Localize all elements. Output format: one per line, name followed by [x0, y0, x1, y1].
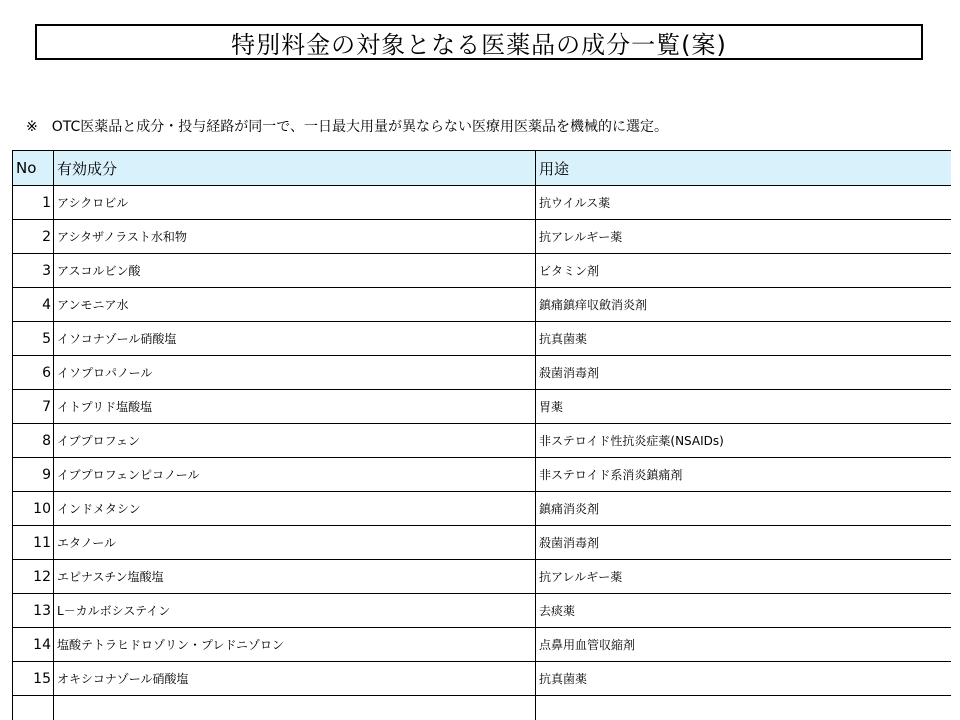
row-no: 5: [13, 322, 54, 356]
ingredient-table: [12, 150, 951, 720]
row-no: 14: [13, 628, 54, 662]
table-row: [13, 458, 952, 492]
table-body: [13, 186, 952, 720]
page-title: 特別料金の対象となる医薬品の成分一覧(案): [231, 30, 727, 59]
row-no: 15: [13, 662, 54, 696]
row-ingredient: アンモニア水: [54, 288, 536, 322]
row-use: 胃薬: [536, 390, 952, 424]
row-no: 12: [13, 560, 54, 594]
row-use: 殺菌消毒剤: [536, 356, 952, 390]
row-ingredient: イソコナゾール硝酸塩: [54, 322, 536, 356]
row-ingredient: イブプロフェンピコノール: [54, 458, 536, 492]
table-row: [13, 492, 952, 526]
table-row: [13, 322, 952, 356]
row-no: 2: [13, 220, 54, 254]
row-no: [13, 696, 54, 720]
row-use: 抗真菌薬: [536, 322, 952, 356]
row-ingredient: アシタザノラスト水和物: [54, 220, 536, 254]
table-row: [13, 390, 952, 424]
table-row: [13, 662, 952, 696]
table-row: [13, 356, 952, 390]
row-use: 抗アレルギー薬: [536, 560, 952, 594]
table-row: [13, 288, 952, 322]
table-row: [13, 424, 952, 458]
row-use: ビタミン剤: [536, 254, 952, 288]
row-use: 殺菌消毒剤: [536, 526, 952, 560]
ingredient-table-container: [12, 150, 951, 720]
row-ingredient: エタノール: [54, 526, 536, 560]
row-ingredient: [54, 696, 536, 720]
row-no: 4: [13, 288, 54, 322]
table-row: [13, 560, 952, 594]
table-row: [13, 220, 952, 254]
header-ingredient: 有効成分: [54, 151, 536, 186]
row-ingredient: 塩酸テトラヒドロゾリン・プレドニゾロン: [54, 628, 536, 662]
row-ingredient: イトプリド塩酸塩: [54, 390, 536, 424]
row-no: 9: [13, 458, 54, 492]
row-ingredient: エピナスチン塩酸塩: [54, 560, 536, 594]
row-use: 鎮痛消炎剤: [536, 492, 952, 526]
table-row: [13, 696, 952, 720]
row-use: 去痰薬: [536, 594, 952, 628]
row-ingredient: アスコルビン酸: [54, 254, 536, 288]
row-ingredient: イソプロパノール: [54, 356, 536, 390]
row-use: 非ステロイド系消炎鎮痛剤: [536, 458, 952, 492]
row-use: 抗ウイルス薬: [536, 186, 952, 220]
row-use: 非ステロイド性抗炎症薬(NSAIDs): [536, 424, 952, 458]
row-use: 抗アレルギー薬: [536, 220, 952, 254]
table-row: [13, 186, 952, 220]
row-use: [536, 696, 952, 720]
title-box: [35, 24, 923, 60]
row-ingredient: L－カルボシステイン: [54, 594, 536, 628]
table-row: [13, 594, 952, 628]
row-ingredient: アシクロビル: [54, 186, 536, 220]
row-no: 11: [13, 526, 54, 560]
selection-note: ※ OTC医薬品と成分・投与経路が同一で、一日最大用量が異ならない医療用医薬品を機械的に選定。: [26, 119, 668, 135]
row-no: 8: [13, 424, 54, 458]
row-ingredient: オキシコナゾール硝酸塩: [54, 662, 536, 696]
row-no: 10: [13, 492, 54, 526]
row-no: 7: [13, 390, 54, 424]
row-ingredient: インドメタシン: [54, 492, 536, 526]
row-use: 点鼻用血管収縮剤: [536, 628, 952, 662]
table-row: [13, 254, 952, 288]
table-row: [13, 526, 952, 560]
row-ingredient: イブプロフェン: [54, 424, 536, 458]
row-no: 6: [13, 356, 54, 390]
row-use: 抗真菌薬: [536, 662, 952, 696]
header-no: No: [13, 151, 54, 186]
header-use: 用途: [536, 151, 952, 186]
table-row: [13, 628, 952, 662]
row-no: 3: [13, 254, 54, 288]
table-header-row: [13, 151, 952, 186]
row-no: 13: [13, 594, 54, 628]
row-no: 1: [13, 186, 54, 220]
row-use: 鎮痛鎮痒収斂消炎剤: [536, 288, 952, 322]
